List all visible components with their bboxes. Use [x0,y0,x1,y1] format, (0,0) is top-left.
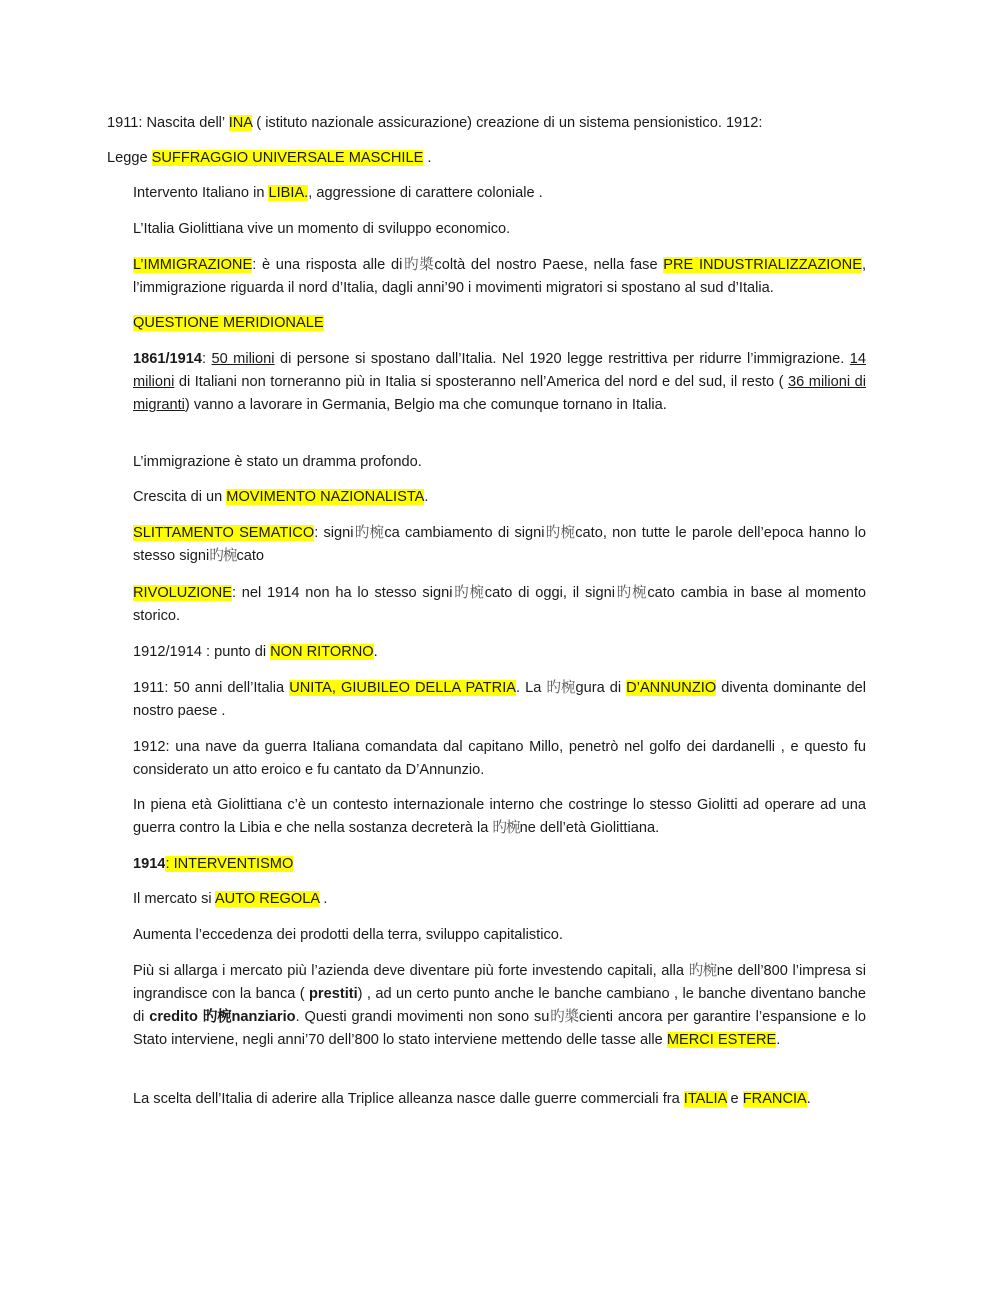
paragraph-non-ritorno [133,641,378,664]
highlighted-term: : INTERVENTISMO [165,856,294,872]
text-run: ) , ad un certo punto anche le banche cambiano , le banche diventano banche di [133,986,866,1025]
ligature-glyph: 旳椀 [209,548,237,564]
ligature-glyph: 旳椀 [614,585,648,601]
highlighted-term: L’IMMIGRAZIONE [133,257,253,273]
ligature-glyph: 旳椀 [544,525,576,541]
paragraph-1911-giubileo [133,677,866,723]
paragraph-1912-nave [133,736,866,782]
highlighted-term: SLITTAMENTO SEMATICO [133,525,315,541]
highlighted-term: D’ANNUNZIO [626,680,717,696]
bold-text: prestiti [309,986,358,1002]
text-run: 1912/1914 : punto di [133,644,271,660]
highlighted-term: ITALIA [683,1091,727,1107]
text-run: 1912: una nave da guerra Italiana comandata dal capitano Millo, penetrò nel golfo dei dardanelli , e questo fu considerato un atto eroico e fu cantato da D’Annunzio. [133,739,866,778]
text-run: : signi [314,525,354,541]
highlighted-term: PRE INDUSTRIALIZZAZIONE [663,257,862,273]
text-run: L’immigrazione è stato un dramma profondo. [133,454,422,470]
ligature-glyph: 旳椀 [353,525,385,541]
ligature-glyph: 旳椀 [452,585,485,601]
text-run: di Italiani non torneranno più in Italia si sposteranno nell’America del nord e del sud, il resto ( [174,374,789,390]
text-run: ne dell’800 l’impresa si ingrandisce con la banca ( [133,963,866,1002]
bold-text: 1914 [133,856,166,872]
text-run: : è una risposta alle di [252,257,403,273]
paragraph-1861-1914 [133,348,866,417]
text-run: Crescita di un [133,489,227,505]
text-run: cato [236,548,265,564]
text-run: Legge [107,150,152,166]
text-run: . [319,891,328,907]
text-run: . [423,150,432,166]
paragraph-triplice-alleanza [133,1088,811,1111]
text-run: diventa dominante del nostro paese . [133,680,866,719]
paragraph-mercato-banche [133,960,866,1052]
text-run: cienti ancora per garantire l’espansione e lo Stato interviene, negli anni’70 dell’800 lo stato interviene mettendo delle tasse alle [133,1009,866,1048]
text-run: ne dell’età Giolittiana. [519,820,660,836]
text-run: La scelta dell’Italia di aderire alla Triplice alleanza nasce dalle guerre commerciali fra [133,1091,684,1107]
paragraph-slittamento-sematico [133,522,866,568]
ligature-glyph: 旳椀 [202,1009,232,1025]
text-run: 1911: 50 anni dell’Italia [133,680,290,696]
text-run: . [806,1091,811,1107]
paragraph-rivoluzione [133,582,866,628]
paragraph-eccedenza [133,924,563,947]
text-run: : nel 1914 non ha lo stesso signi [231,585,453,601]
text-run: Intervento Italiano in [133,185,269,201]
paragraph-suffragio [107,147,431,170]
paragraph-1911-ina [107,112,762,135]
text-run: L’Italia Giolittiana vive un momento di sviluppo economico. [133,221,511,237]
text-run: ca cambiamento di signi [384,525,545,541]
text-run: . La [515,680,547,696]
paragraph-eta-giolittiana [133,794,866,840]
underlined-text: 14 milioni [133,351,866,390]
paragraph-dramma [133,451,422,474]
text-run: Più si allarga i mercato più l’azienda deve diventare più forte investendo capitali, alla [133,963,689,979]
bold-text: nanziario [231,1009,296,1025]
text-run: ) vanno a lavorare in Germania, Belgio ma che comunque tornano in Italia. [184,397,667,413]
highlighted-term: UNITA, GIUBILEO DELLA PATRIA [289,680,516,696]
underlined-text: 36 milioni di migranti [133,374,867,413]
paragraph-questione-meridionale [133,312,324,335]
text-run: . [776,1032,781,1048]
paragraph-libia [133,182,543,205]
text-run: gura di [575,680,627,696]
text-run: di persone si spostano dall’Italia. Nel 1920 legge restrittiva per ridurre l’immigrazione. [274,351,850,367]
paragraph-immigrazione [133,254,866,300]
text-run: cato, non tutte le parole dell’epoca hanno lo stesso signi [133,525,866,564]
text-run: Il mercato si [133,891,215,907]
paragraph-italia-giolittiana [133,218,510,241]
ligature-glyph: 旳椀 [688,963,717,979]
paragraph-interventismo [133,853,293,876]
text-run: e [726,1091,743,1107]
highlighted-term: SUFFRAGGIO UNIVERSALE MASCHILE [151,150,424,166]
text-run: coltà del nostro Paese, nella fase [434,257,664,273]
paragraph-movimento-nazionalista [133,486,428,509]
text-run: , l’immigrazione riguarda il nord d’Italia, dagli anni’90 i movimenti migratori si spostano al sud d’Italia. [133,257,866,296]
underlined-text: 50 milioni [211,351,275,367]
highlighted-term: INA [228,115,253,131]
bold-text: credito [149,1009,203,1025]
highlighted-term: FRANCIA [742,1091,807,1107]
text-run: ( istituto nazionale assicurazione) creazione di un sistema pensionistico. 1912: [252,115,763,131]
paragraph-auto-regola [133,888,327,911]
ligature-glyph: 旳槳 [549,1009,579,1025]
text-run: . Questi grandi movimenti non sono su [295,1009,550,1025]
highlighted-term: AUTO REGOLA [214,891,320,907]
text-run: In piena età Giolittiana c’è un contesto internazionale interno che costringe lo stesso Giolitti ad operare ad una guerra contro la Libia e che nella sostanza decreterà la [133,797,866,836]
ligature-glyph: 旳椀 [546,680,576,696]
highlighted-term: MERCI ESTERE [666,1032,777,1048]
text-run: : [202,351,212,367]
text-run: cato cambia in base al momento storico. [133,585,866,624]
text-run: , aggressione di carattere coloniale . [308,185,543,201]
highlighted-term: LIBIA. [268,185,309,201]
highlighted-term: RIVOLUZIONE [133,585,232,601]
text-run: cato di oggi, il signi [484,585,615,601]
bold-text: 1861/1914 [133,351,202,367]
ligature-glyph: 旳椀 [492,820,520,836]
highlighted-term: MOVIMENTO NAZIONALISTA [226,489,425,505]
text-run: . [424,489,429,505]
highlighted-term: NON RITORNO [270,644,374,660]
text-run: 1911: Nascita dell’ [107,115,229,131]
text-run: Aumenta l’eccedenza dei prodotti della terra, sviluppo capitalistico. [133,927,563,943]
highlighted-term: QUESTIONE MERIDIONALE [133,315,324,331]
text-run: . [373,644,378,660]
ligature-glyph: 旳槳 [402,257,435,273]
